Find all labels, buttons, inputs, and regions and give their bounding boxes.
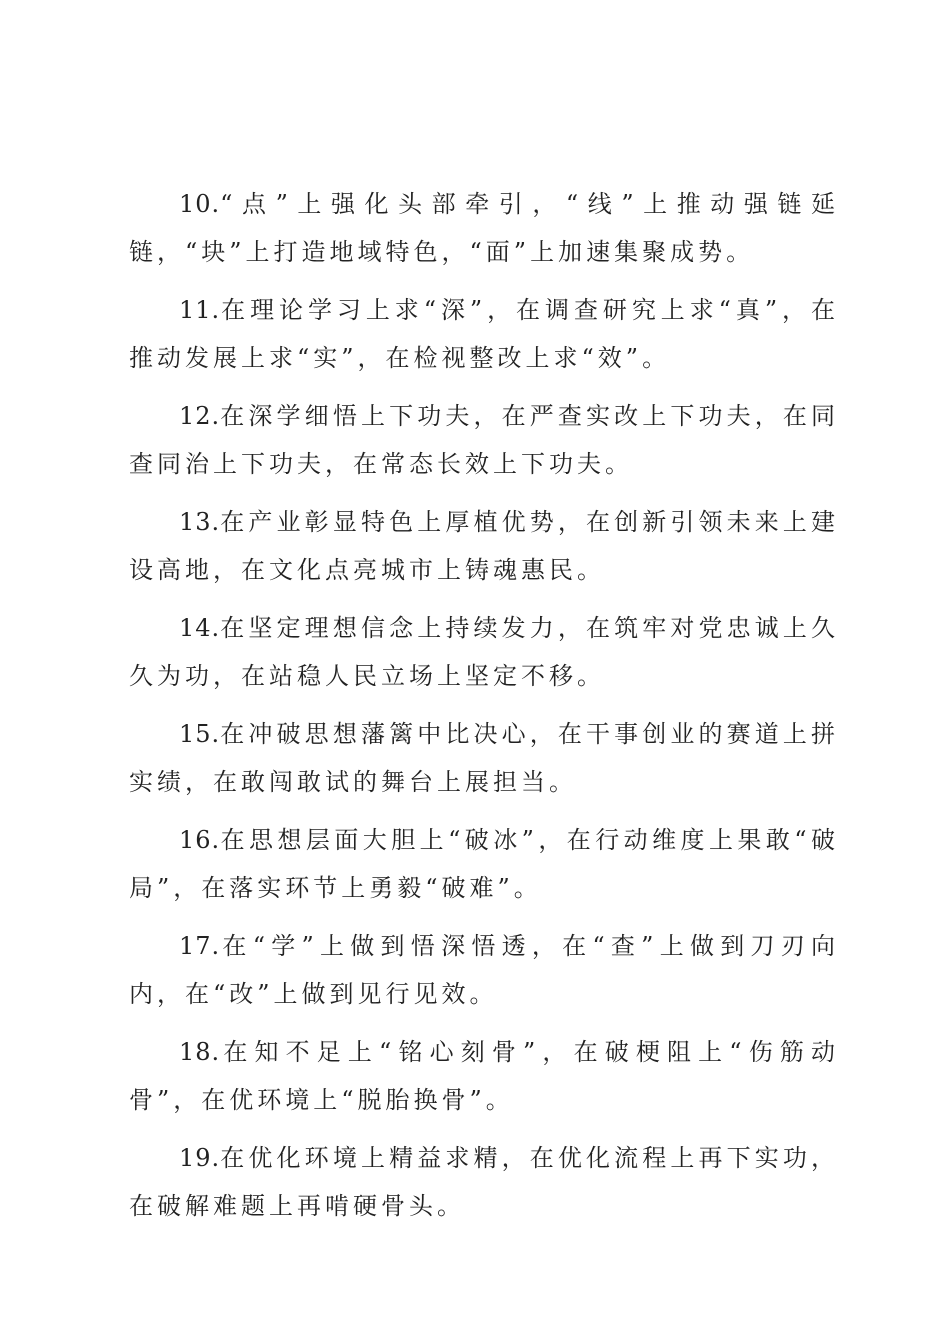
item-number: 19. [179, 1144, 221, 1172]
list-item-12 [129, 392, 839, 488]
list-item-19 [129, 1134, 839, 1230]
list-item-11 [129, 286, 839, 382]
item-text: 在优化环境上精益求精，在优化流程上再下实功，在破解难题上再啃硬骨头。 [129, 1144, 839, 1220]
item-text: 在冲破思想藩篱中比决心，在干事创业的赛道上拼实绩，在敢闯敢试的舞台上展担当。 [129, 720, 839, 796]
item-number: 11. [179, 296, 221, 324]
list-item-13 [129, 498, 839, 594]
item-number: 16. [179, 826, 221, 854]
item-text: 在“学”上做到悟深悟透，在“查”上做到刀刃向内，在“改”上做到见行见效。 [129, 932, 839, 1008]
item-text: 在坚定理想信念上持续发力，在筑牢对党忠诚上久久为功，在站稳人民立场上坚定不移。 [129, 614, 839, 690]
document-body [129, 180, 839, 1240]
list-item-14 [129, 604, 839, 700]
item-number: 15. [179, 720, 221, 748]
item-text: 在产业彰显特色上厚植优势，在创新引领未来上建设高地，在文化点亮城市上铸魂惠民。 [129, 508, 839, 584]
list-item-16 [129, 816, 839, 912]
item-number: 10. [179, 190, 221, 218]
list-item-18 [129, 1028, 839, 1124]
item-number: 12. [179, 402, 221, 430]
list-item-10 [129, 180, 839, 276]
item-number: 17. [179, 932, 221, 960]
item-number: 13. [179, 508, 221, 536]
item-text: 在理论学习上求“深”，在调查研究上求“真”，在推动发展上求“实”，在检视整改上求“效”。 [129, 296, 839, 372]
item-number: 14. [179, 614, 221, 642]
item-text: 在深学细悟上下功夫，在严查实改上下功夫，在同查同治上下功夫，在常态长效上下功夫。 [129, 402, 839, 478]
item-text: “点”上强化头部牵引，“线”上推动强链延链，“块”上打造地域特色，“面”上加速集聚成势。 [129, 190, 839, 266]
item-text: 在思想层面大胆上“破冰”，在行动维度上果敢“破局”，在落实环节上勇毅“破难”。 [129, 826, 839, 902]
list-item-15 [129, 710, 839, 806]
list-item-17 [129, 922, 839, 1018]
item-number: 18. [179, 1038, 221, 1066]
item-text: 在知不足上“铭心刻骨”，在破梗阻上“伤筋动骨”，在优环境上“脱胎换骨”。 [129, 1038, 839, 1114]
